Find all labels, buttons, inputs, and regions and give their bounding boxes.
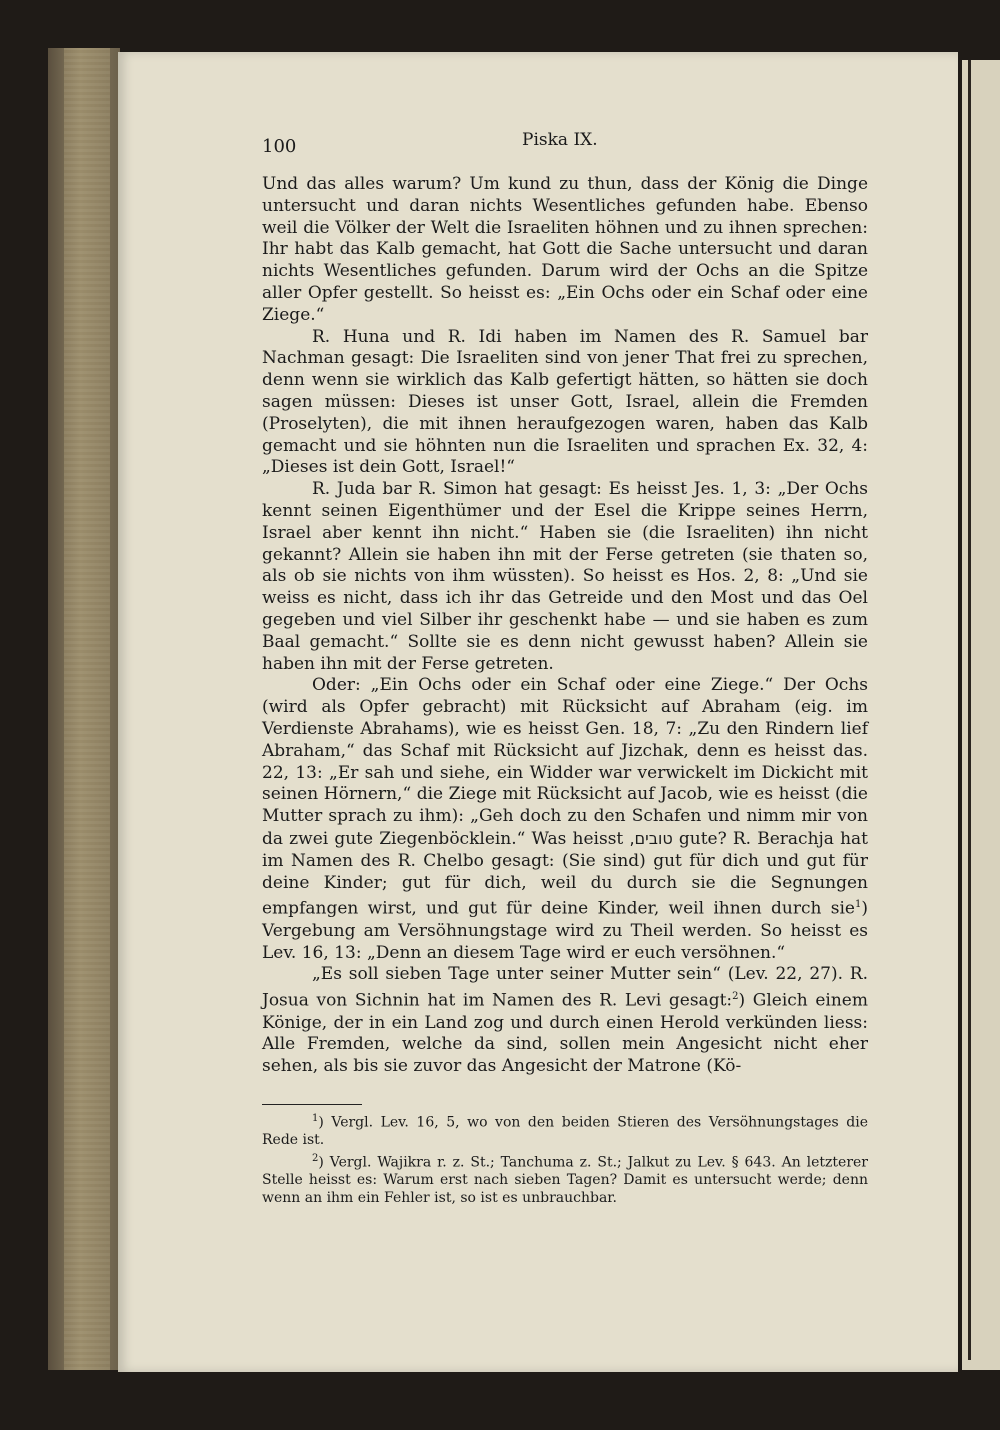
paragraph-4-part-1: Oder: „Ein Ochs oder ein Schaf oder eine Ziege.“ Der Ochs (wird als Opfer gebracht) mit Rücksicht auf Abraham (eig. im Verdienste Abrahams), wie es heisst Gen. 18, 7: „Zu den Rindern lief Abraham,“ das Schaf mit Rücksicht auf Jizchak, denn es heisst das. 22, 13: „Er sah und siehe, ein Widder war verwickelt im Dickicht mit seinen Hörnern,“ die Ziege mit Rücksicht auf Jacob, wie es heisst (die Mutter sprach zu ihm): „Geh doch zu den Schafen und nimm mir von da zwei gute Ziegenböcklein.“ Was heisst: [262, 675, 868, 849]
page-edges: [64, 48, 110, 1370]
paragraph-5-part-1: „Es soll sieben Tage unter seiner Mutter sein“ (Lev. 22, 27). R. Josua von Sichnin hat im Namen des R. Levi gesagt:: [262, 964, 868, 1011]
paragraph-5-part-2: ) Gleich einem Könige, der in ein Land zog und durch einen Herold verkünden liess: Alle Fremden, welche da sind, sollen mein Angesicht nicht eher sehen, als bis sie zuvor das Angesicht der Matrone (Kö-: [262, 990, 868, 1077]
paragraph-3: R. Juda bar R. Simon hat gesagt: Es heisst Jes. 1, 3: „Der Ochs kennt seinen Eigenthümer und der Esel die Krippe seines Herrn, Israel aber kennt ihn nicht.“ Haben sie (die Israeliten) ihn nicht gekannt? Allein sie haben ihn mit der Ferse getreten (sie thaten so, als ob sie nichts von ihm wüssten). So heisst es Hos. 2, 8: „Und sie weiss es nicht, dass ich ihr das Getreide und den Most und das Oel gegeben und viel Silber ihr geschenkt habe — und sie haben es zum Baal gemacht.“ Sollte sie es denn nicht gewusst haben? Allein sie haben ihn mit der Ferse getreten.: [262, 479, 868, 674]
page-header: [262, 130, 868, 160]
footnote-2: [262, 1150, 868, 1207]
footnote-ref-1[interactable]: 1: [854, 899, 862, 911]
paragraph-4-part-3: ) Vergebung am Versöhnungstage wird zu Theil werden. So heisst es Lev. 16, 13: „Denn an diesem Tage wird er euch versöhnen.“: [262, 898, 868, 963]
paragraph-1: Und das alles warum? Um kund zu thun, dass der König die Dinge untersucht und daran nichts Wesentliches gefunden habe. Ebenso weil die Völker der Welt die Israeliten höhnen und zu ihnen sprechen: Ihr habt das Kalb gemacht, hat Gott die Sache untersucht und daran nichts Wesentliches gefunden. Darum wird der Ochs an die Spitze aller Opfer gestellt. So heisst es: „Ein Ochs oder ein Schaf oder eine Ziege.“: [262, 174, 868, 325]
footnote-ref-2[interactable]: 2: [732, 991, 739, 1003]
paragraph-5: [262, 964, 868, 1078]
footnote-2-text: ) Vergl. Wajikra r. z. St.; Tanchuma z. St.; Jalkut zu Lev. § 643. An letzterer Stelle heisst es: Warum erst nach sieben Tagen? Damit es untersucht werde; denn wenn an ihm ein Fehler ist, so ist es unbrauchbar.: [262, 1154, 868, 1206]
footnote-mark-1: 1: [312, 1113, 319, 1124]
running-title: Piska IX.: [522, 130, 598, 150]
footnote-1: [262, 1110, 868, 1150]
facing-page-gutter: [968, 60, 971, 1360]
paragraph-4: [262, 675, 868, 964]
footnote-1-text: ) Vergl. Lev. 16, 5, wo von den beiden Stieren des Versöhnungstages die Rede ist.: [262, 1114, 868, 1149]
main-text: [262, 174, 868, 1078]
paragraph-2: R. Huna und R. Idi haben im Namen des R. Samuel bar Nachman gesagt: Die Israeliten sind von jener That frei zu sprechen, denn wenn sie wirklich das Kalb gefertigt hätten, so hätten sie doch sagen müssen: Dieses ist unser Gott, Israel, allein die Fremden (Proselyten), die mit ihnen heraufgezogen waren, haben das Kalb gemacht und sie höhnten nun die Israeliten und sprachen Ex. 32, 4: „Dieses ist dein Gott, Israel!“: [262, 326, 868, 478]
footnote-rule: [262, 1104, 362, 1105]
paragraph-4-part-2: gute? R. Berachja hat im Namen des R. Chelbo gesagt: (Sie sind) gut für dich und gut für deine Kinder; gut für dich, weil du durch sie die Segnungen empfangen wirst, und gut für deine Kinder, weil ihnen durch sie: [262, 828, 869, 919]
page-number: 100: [262, 136, 297, 157]
footnote-mark-2: 2: [312, 1152, 319, 1164]
footnotes: [262, 1110, 868, 1207]
hebrew-word: טובים,: [629, 828, 673, 848]
